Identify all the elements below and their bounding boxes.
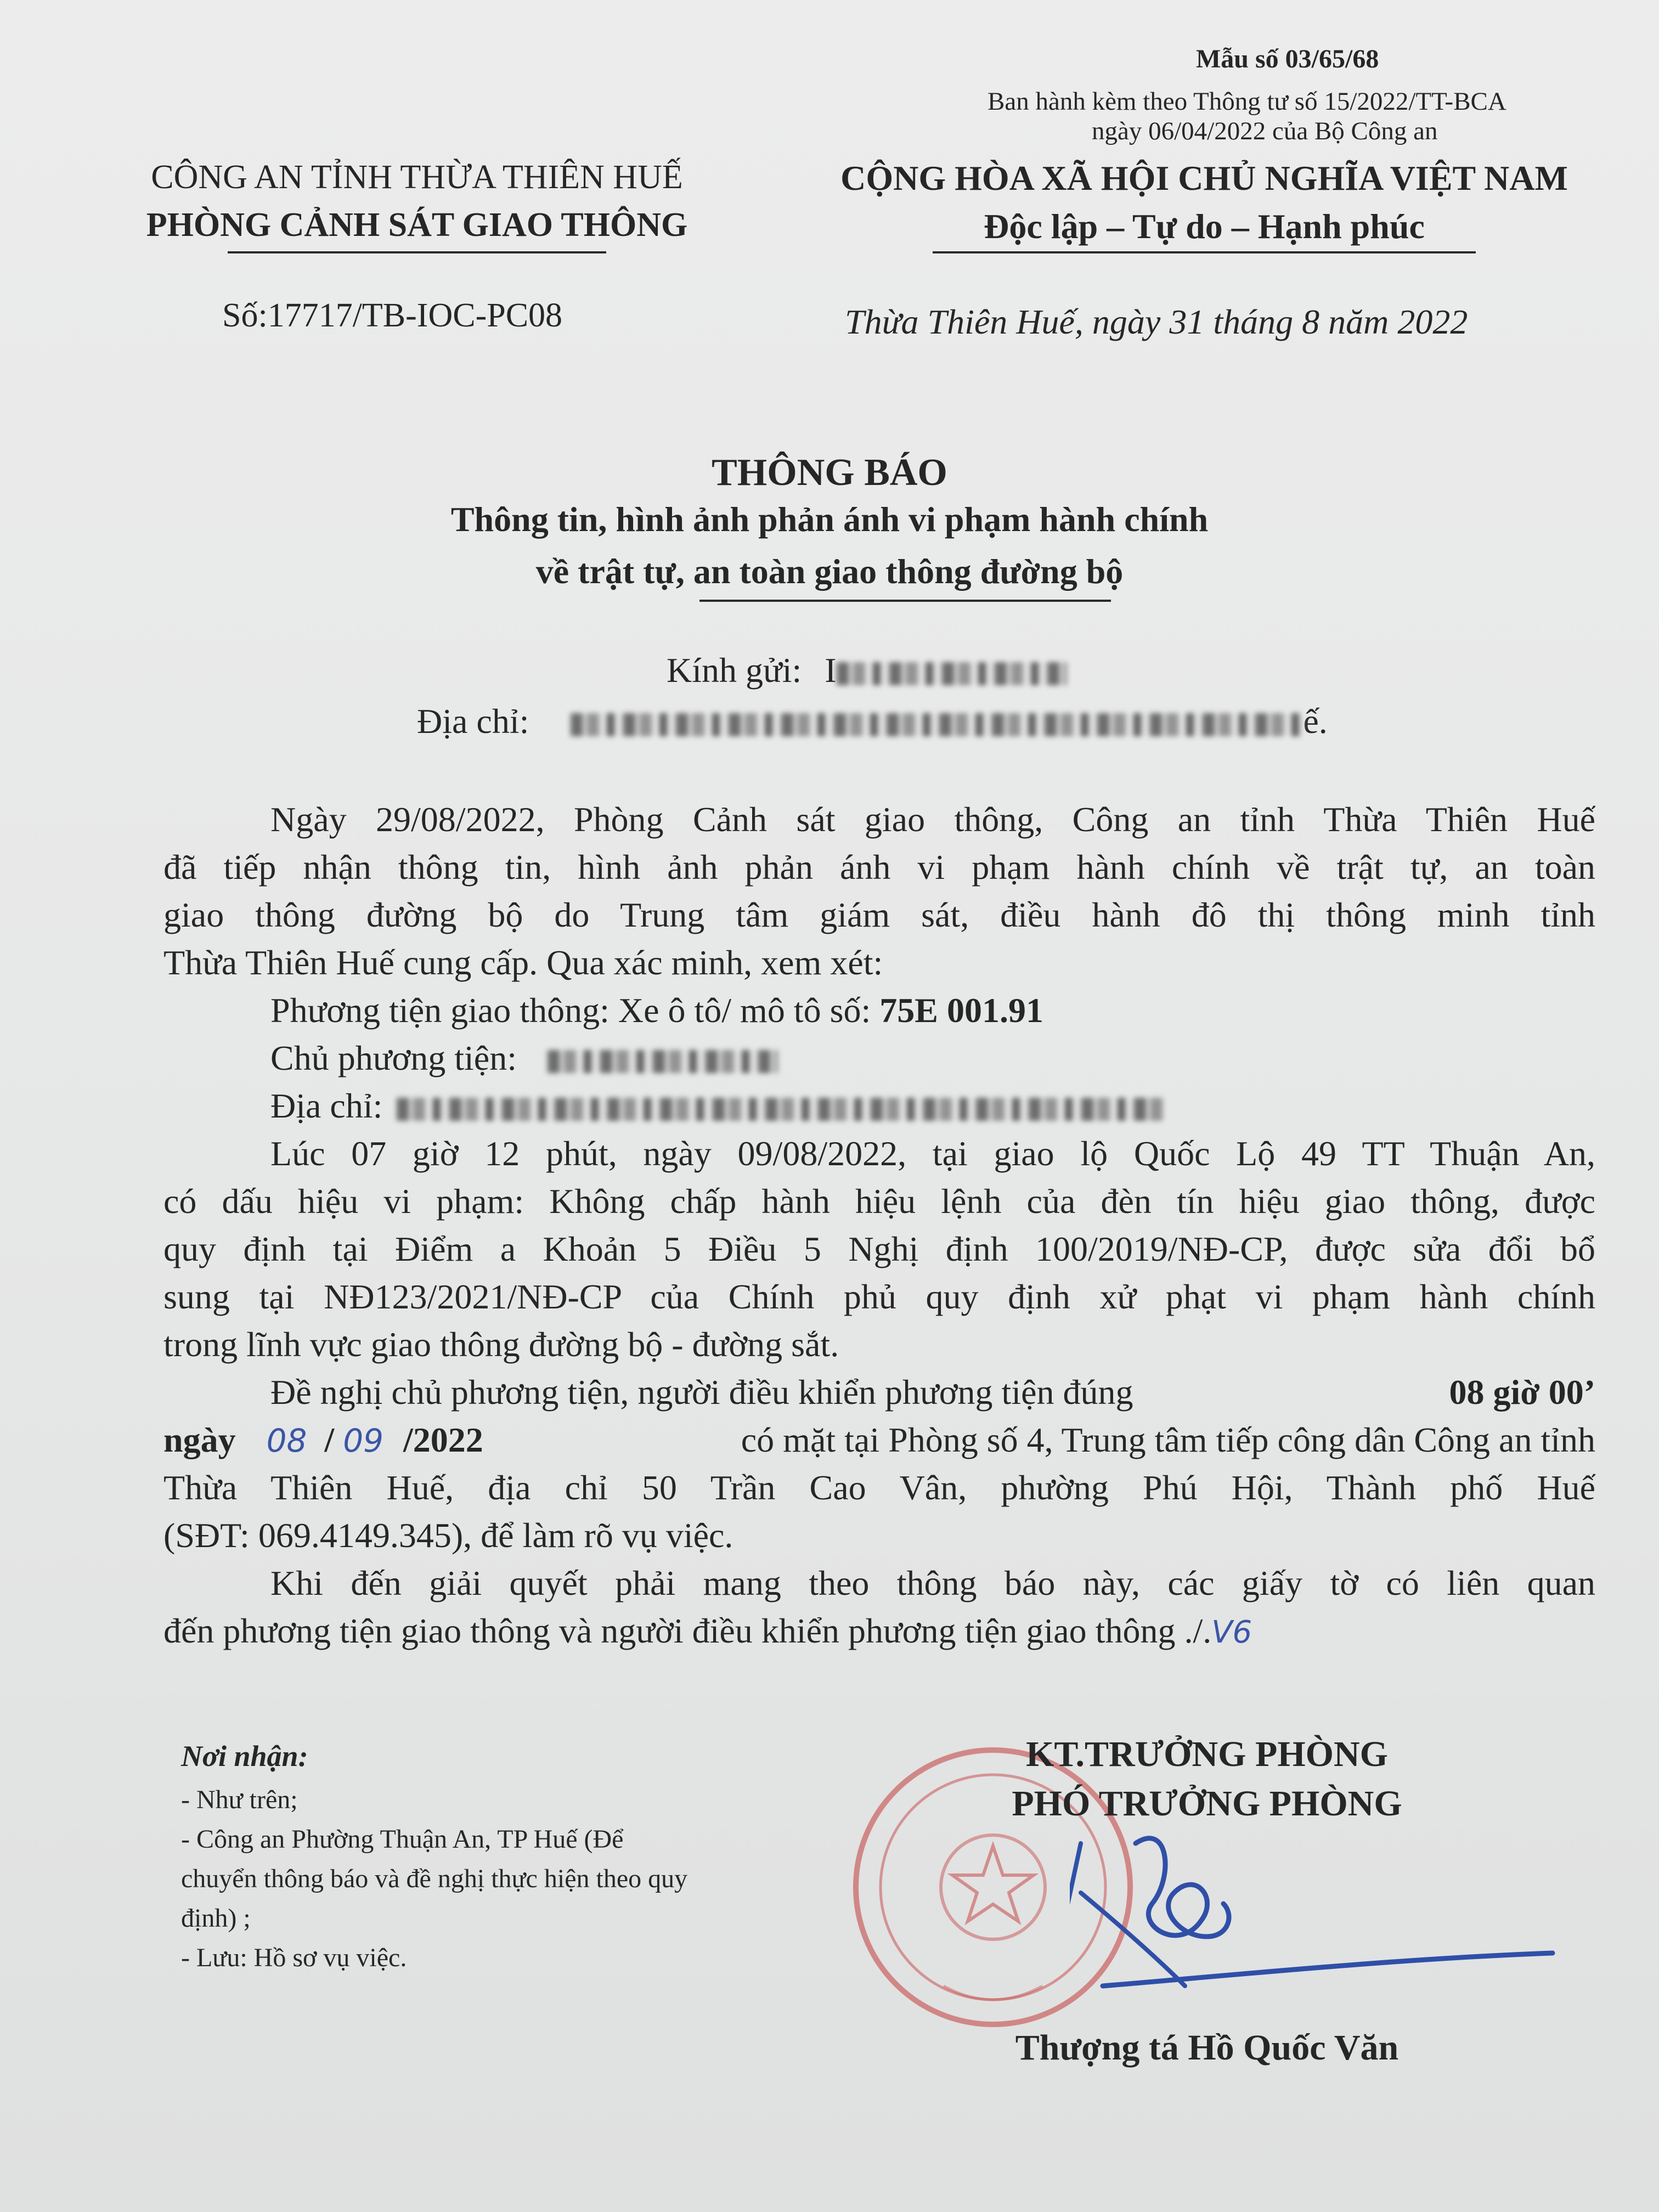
vehicle-label: Phương tiện giao thông: Xe ô tô/ mô tô số: <box>270 991 871 1030</box>
agency-parent: CÔNG AN TỈNH THỪA THIÊN HUẾ <box>151 159 683 196</box>
signature-title-1: KT.TRƯỞNG PHÒNG <box>1026 1734 1388 1774</box>
handwritten-signature <box>1070 1810 1564 2008</box>
recipients-title: Nơi nhận: <box>181 1740 308 1773</box>
paragraph-3-line-4: (SĐT: 069.4149.345), để làm rõ vụ việc. <box>163 1516 733 1555</box>
paragraph-3-line-1 <box>163 1368 1595 1416</box>
notice-subtitle-2: về trật tự, an toàn giao thông đường bộ <box>535 552 1124 591</box>
paragraph-2-line-3: quy định tại Điểm a Khoản 5 Điều 5 Nghị định 100/2019/NĐ-CP, được sửa đổi bổ <box>163 1229 1595 1268</box>
recipient-address-redacted <box>571 713 1303 736</box>
paragraph-3-line-2 <box>163 1416 1595 1464</box>
appointment-time: 08 giờ 00’ <box>1449 1373 1595 1412</box>
heading-underline <box>699 600 1111 602</box>
owner-address-redacted <box>397 1098 1165 1121</box>
notice-subtitle-1: Thông tin, hình ảnh phản ánh vi phạm hành chính <box>450 500 1209 539</box>
paragraph-3-line-3: Thừa Thiên Huế, địa chỉ 50 Trần Cao Vân, phường Phú Hội, Thành phố Huế <box>163 1468 1595 1507</box>
motto-underline <box>933 251 1476 253</box>
date-separator: / <box>324 1420 335 1459</box>
appointment-year: /2022 <box>403 1420 483 1459</box>
license-plate: 75E 001.91 <box>879 991 1043 1030</box>
vehicle-line <box>163 986 1595 1034</box>
recipient-address-line <box>417 701 1328 742</box>
recipients-item-2a: - Công an Phường Thuận An, TP Huế (Để <box>181 1825 624 1854</box>
agency-underline <box>228 251 606 253</box>
recipient-line <box>667 650 1067 691</box>
recipient-name-visible: I <box>825 651 837 690</box>
paragraph-4-text: đến phương tiện giao thông và người điều khiển phương tiện giao thông ./. <box>163 1611 1212 1650</box>
recipient-address-label: Địa chỉ: <box>417 702 529 741</box>
paragraph-2-line-4: sung tại NĐ123/2021/NĐ-CP của Chính phủ quy định xử phạt vi phạm hành chính <box>163 1277 1595 1316</box>
owner-label: Chủ phương tiện: <box>270 1039 517 1077</box>
owner-name-redacted <box>548 1050 778 1073</box>
handwritten-initial-mark: V6 <box>1211 1615 1252 1650</box>
owner-line <box>163 1034 1595 1082</box>
paragraph-4-line-1: Khi đến giải quyết phải mang theo thông báo này, các giấy tờ có liên quan <box>270 1564 1595 1602</box>
document-number: Số:17717/TB-IOC-PC08 <box>222 297 563 334</box>
paragraph-4-line-2 <box>163 1607 1595 1655</box>
handwritten-month: 09 <box>343 1422 383 1459</box>
paragraph-1-line-2: đã tiếp nhận thông tin, hình ảnh phản ánh vi phạm hành chính về trật tự, an toàn <box>163 848 1595 887</box>
signer-name: Thượng tá Hồ Quốc Văn <box>1015 2028 1399 2068</box>
recipients-item-1: - Như trên; <box>181 1785 298 1814</box>
paragraph-1-line-4: Thừa Thiên Huế cung cấp. Qua xác minh, xem xét: <box>163 943 883 982</box>
nation-motto: Độc lập – Tự do – Hạnh phúc <box>984 207 1425 246</box>
paragraph-2-line-5: trong lĩnh vực giao thông đường bộ - đường sắt. <box>163 1325 839 1364</box>
handwritten-day: 08 <box>266 1422 307 1459</box>
recipients-item-3: - Lưu: Hồ sơ vụ việc. <box>181 1943 407 1972</box>
recipients-item-2b: chuyển thông báo và đề nghị thực hiện theo quy <box>181 1864 688 1893</box>
form-issued-line2: ngày 06/04/2022 của Bộ Công an <box>1092 117 1438 145</box>
place-date: Thừa Thiên Huế, ngày 31 tháng 8 năm 2022 <box>845 302 1468 341</box>
signature-title-2: PHÓ TRƯỞNG PHÒNG <box>1012 1784 1402 1824</box>
paragraph-1-line-1: Ngày 29/08/2022, Phòng Cảnh sát giao thông, Công an tỉnh Thừa Thiên Huế <box>270 800 1595 839</box>
appointment-place: có mặt tại Phòng số 4, Trung tâm tiếp công dân Công an tỉnh <box>741 1420 1595 1459</box>
recipients-item-2c: định) ; <box>181 1904 251 1933</box>
recipient-label: Kính gửi: <box>667 651 802 690</box>
owner-address-label: Địa chỉ: <box>270 1086 383 1125</box>
paragraph-2-line-1: Lúc 07 giờ 12 phút, ngày 09/08/2022, tại giao lộ Quốc Lộ 49 TT Thuận An, <box>270 1134 1595 1173</box>
paragraph-2-line-2: có dấu hiệu vi phạm: Không chấp hành hiệu lệnh của đèn tín hiệu giao thông, được <box>163 1182 1595 1221</box>
owner-address-line <box>163 1082 1595 1130</box>
appointment-request-text: Đề nghị chủ phương tiện, người điều khiển phương tiện đúng <box>270 1373 1133 1412</box>
form-issued-line1: Ban hành kèm theo Thông tư số 15/2022/TT-BCA <box>988 87 1506 116</box>
recipient-address-end: ế. <box>1303 702 1328 741</box>
nation-title: CỘNG HÒA XÃ HỘI CHỦ NGHĨA VIỆT NAM <box>840 159 1568 198</box>
recipient-name-redacted <box>837 662 1067 685</box>
agency-name: PHÒNG CẢNH SÁT GIAO THÔNG <box>146 206 688 244</box>
appointment-date <box>163 1416 483 1464</box>
appointment-day-label: ngày <box>163 1420 236 1459</box>
paragraph-1-line-3: giao thông đường bộ do Trung tâm giám sát, điều hành đô thị thông minh tỉnh <box>163 895 1595 934</box>
notice-title: THÔNG BÁO <box>712 452 947 494</box>
notice-body <box>163 795 1595 1655</box>
form-number: Mẫu số 03/65/68 <box>1196 44 1379 74</box>
